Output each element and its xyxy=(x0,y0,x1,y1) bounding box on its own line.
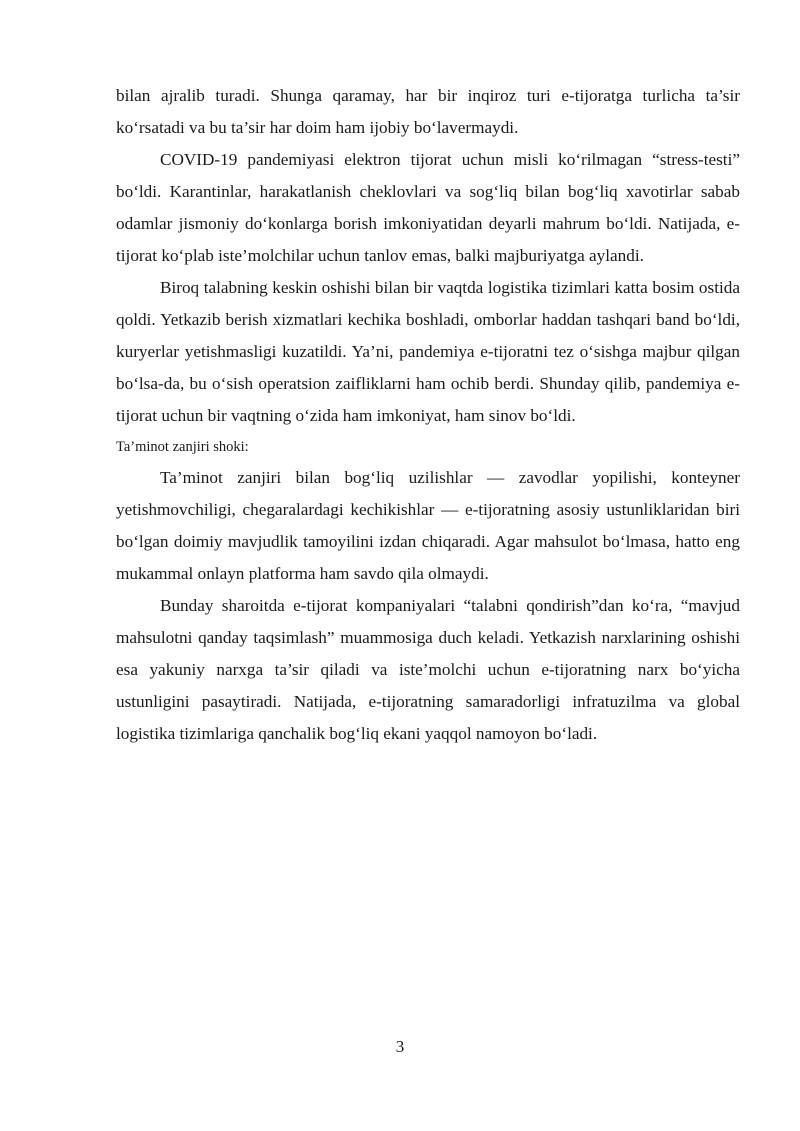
paragraph-logistics: Biroq talabning keskin oshishi bilan bir vaqtda logistika tizimlari katta bosim ostida qoldi. Yetkazib berish xizmatlari kechika boshladi, omborlar haddan tashqari band bo‘ldi, kuryerlar yetishmasligi kuzatildi. Ya’ni, pandemiya e-tijoratni tez o‘sishga majbur qilgan bo‘lsa-da, bu o‘sish operatsion zaifliklarni ham ochib berdi. Shunday qilib, pandemiya e-tijorat uchun bir vaqtning o‘zida ham imkoniyat, ham sinov bo‘ldi. xyxy=(116,278,740,425)
section-heading-supply-chain: Ta’minot zanjiri shoki: xyxy=(116,439,249,455)
paragraph-continuation: bilan ajralib turadi. Shunga qaramay, har bir inqiroz turi e-tijoratga turlicha ta’sir ko‘rsatadi va bu ta’sir har doim ham ijobiy bo‘lavermaydi. xyxy=(116,86,740,137)
paragraph-supply-chain: Ta’minot zanjiri bilan bog‘liq uzilishlar — zavodlar yopilishi, konteyner yetishmovchiligi, chegaralardagi kechikishlar — e-tijoratning asosiy ustunliklaridan biri bo‘lgan doimiy mavjudlik tamoyilini izdan chiqaradi. Agar mahsulot bo‘lmasa, hatto eng mukammal onlayn platforma ham savdo qila olmaydi. xyxy=(116,468,740,583)
page-number: 3 xyxy=(395,1037,405,1056)
paragraph-conclusion: Bunday sharoitda e-tijorat kompaniyalari “talabni qondirish”dan ko‘ra, “mavjud mahsulotni qanday taqsimlash” muammosiga duch keladi. Yetkazish narxlarining oshishi esa yakuniy narxga ta’sir qiladi va iste’molchi uchun e-tijoratning narx bo‘yicha ustunligini pasaytiradi. Natijada, e-tijoratning samaradorligi infratuzilma va global logistika tizimlariga qanchalik bog‘liq ekani yaqqol namoyon bo‘ladi. xyxy=(116,596,740,743)
page-body xyxy=(116,80,740,750)
paragraph-covid: COVID-19 pandemiyasi elektron tijorat uchun misli ko‘rilmagan “stress-testi” bo‘ldi. Karantinlar, harakatlanish cheklovlari va sog‘liq bilan bog‘liq xavotirlar sabab odamlar jismoniy do‘konlarga borish imkoniyatidan deyarli mahrum bo‘ldi. Natijada, e-tijorat ko‘plab iste’molchilar uchun tanlov emas, balki majburiyatga aylandi. xyxy=(116,150,740,265)
